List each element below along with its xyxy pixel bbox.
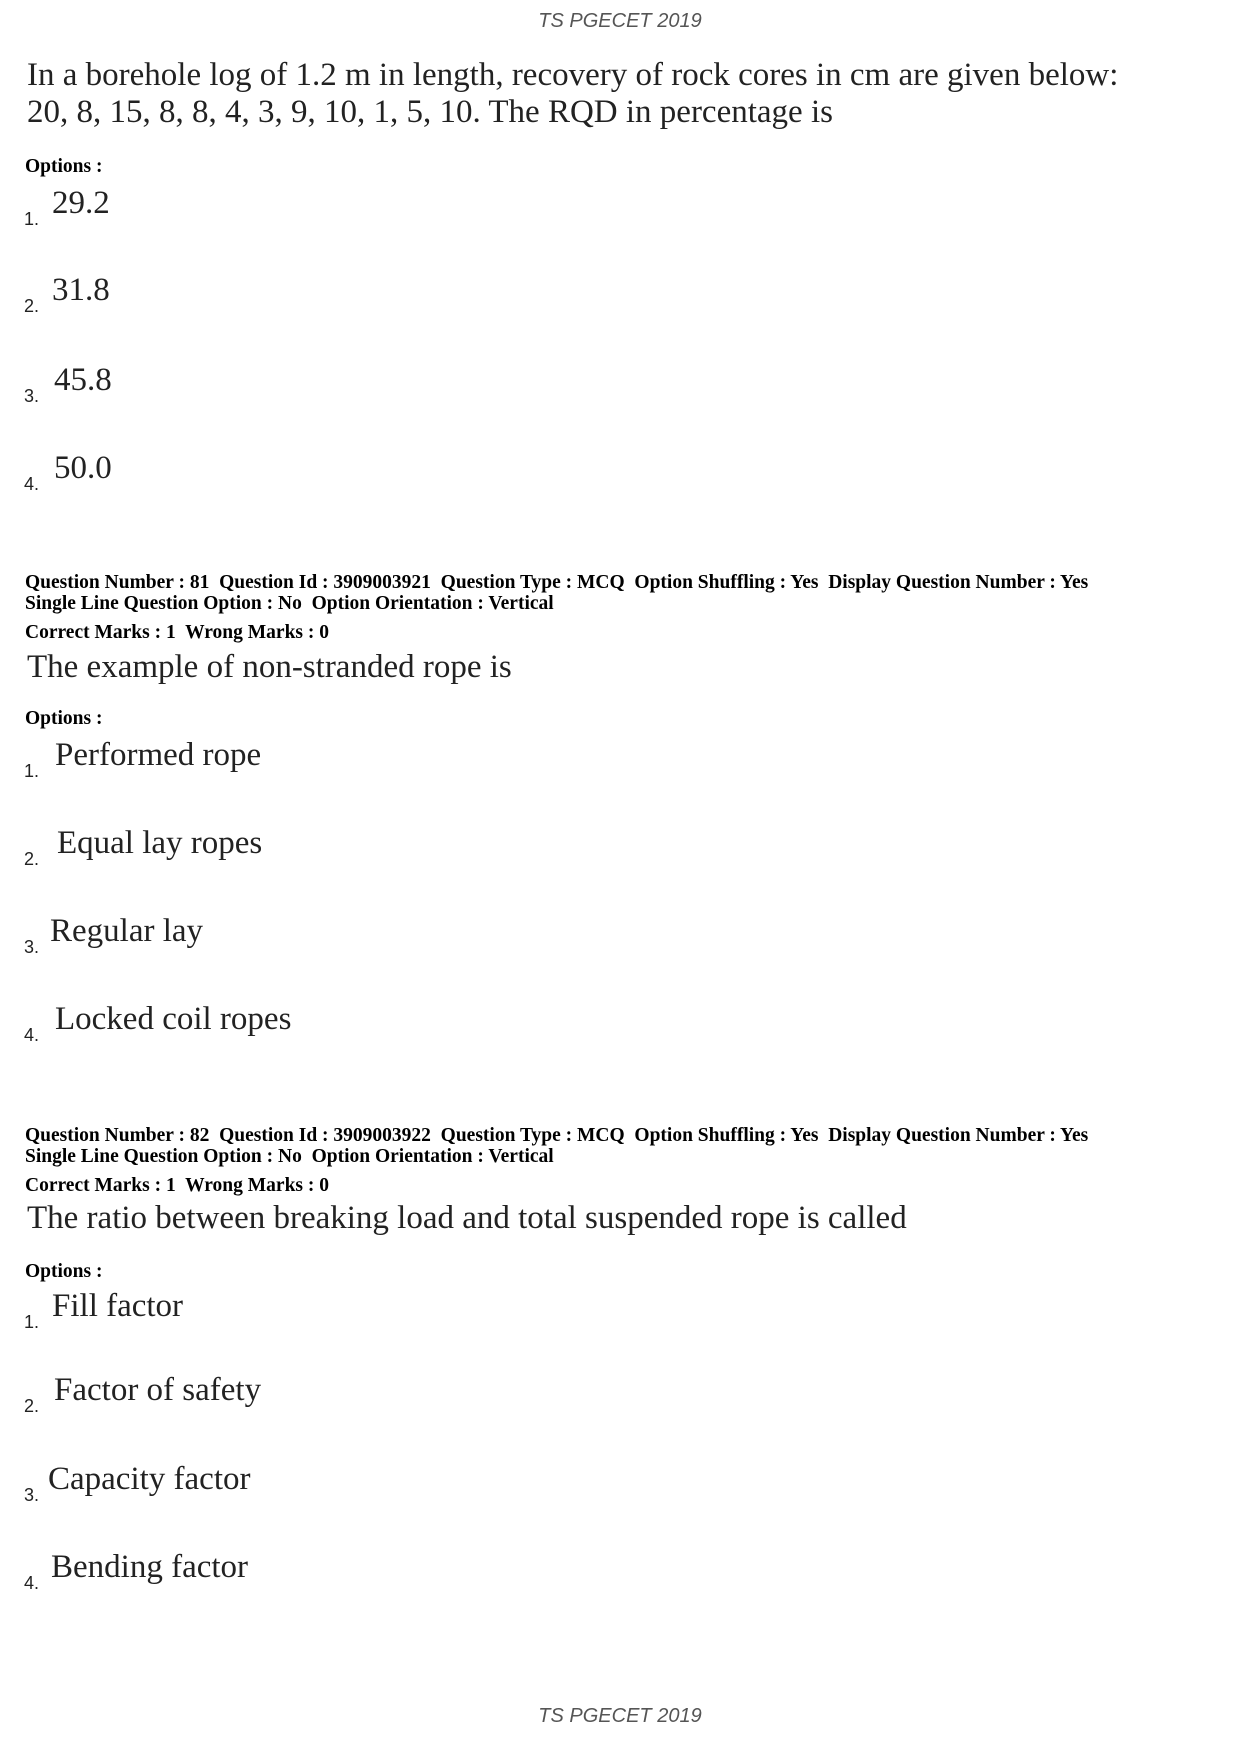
question-81-text: The example of non-stranded rope is [27, 649, 512, 685]
question-82-option-1[interactable] [0, 1283, 900, 1333]
option-number: 1. [24, 209, 40, 229]
question-82-marks: Correct Marks : 1 Wrong Marks : 0 [25, 1175, 330, 1196]
question-81-meta-line-1: Question Number : 81 Question Id : 3909003921 Question Type : MCQ Option Shuffling : Yes Display Question Number : Yes [25, 572, 1089, 593]
option-number: 2. [24, 296, 40, 316]
question-81-options-label: Options : [25, 708, 103, 729]
option-text: Regular lay [50, 913, 204, 949]
question-80-text [27, 57, 1217, 131]
option-number: 4. [24, 1025, 40, 1045]
option-text: 45.8 [54, 362, 112, 398]
question-80-options-label: Options : [25, 156, 103, 177]
page-header: TS PGECET 2019 [538, 10, 702, 32]
question-82-meta-line-1: Question Number : 82 Question Id : 3909003922 Question Type : MCQ Option Shuffling : Yes Display Question Number : Yes [25, 1125, 1089, 1146]
question-80-line-1: In a borehole log of 1.2 m in length, recovery of rock cores in cm are given below: [27, 57, 1119, 93]
option-text: 29.2 [52, 185, 110, 221]
question-81-option-2[interactable] [0, 820, 900, 870]
question-81-meta-line-2: Single Line Question Option : No Option Orientation : Vertical [25, 593, 554, 614]
option-number: 1. [24, 761, 40, 781]
question-82-options-label: Options : [25, 1261, 103, 1282]
option-text: Equal lay ropes [57, 825, 263, 861]
option-text: Locked coil ropes [55, 1001, 292, 1037]
option-number: 3. [24, 937, 40, 957]
question-81-option-3[interactable] [0, 908, 900, 958]
option-text: Capacity factor [48, 1461, 251, 1497]
question-80-option-2[interactable] [0, 267, 900, 317]
option-number: 3. [24, 386, 40, 406]
question-82-option-3[interactable] [0, 1456, 900, 1506]
question-82-meta-line-2: Single Line Question Option : No Option Orientation : Vertical [25, 1146, 554, 1167]
option-number: 4. [24, 1573, 40, 1593]
option-number: 3. [24, 1485, 40, 1505]
option-text: Performed rope [55, 737, 262, 773]
question-81-marks: Correct Marks : 1 Wrong Marks : 0 [25, 622, 330, 643]
question-81-option-4[interactable] [0, 996, 900, 1046]
option-number: 4. [24, 474, 40, 494]
question-80-line-2: 20, 8, 15, 8, 8, 4, 3, 9, 10, 1, 5, 10. The RQD in percentage is [27, 94, 833, 130]
page-footer: TS PGECET 2019 [538, 1705, 702, 1727]
option-number: 2. [24, 849, 40, 869]
question-81-option-1[interactable] [0, 732, 900, 782]
option-text: 50.0 [54, 450, 112, 486]
question-80-option-3[interactable] [0, 357, 900, 407]
question-80-option-4[interactable] [0, 445, 900, 495]
option-text: Fill factor [52, 1288, 184, 1324]
question-82-option-4[interactable] [0, 1544, 900, 1594]
option-text: Factor of safety [54, 1372, 262, 1408]
option-number: 2. [24, 1396, 40, 1416]
question-80-option-1[interactable] [0, 180, 900, 230]
question-82-option-2[interactable] [0, 1367, 900, 1417]
option-text: Bending factor [51, 1549, 249, 1585]
option-number: 1. [24, 1312, 40, 1332]
question-82-text: The ratio between breaking load and total suspended rope is called [27, 1200, 907, 1236]
option-text: 31.8 [52, 272, 110, 308]
